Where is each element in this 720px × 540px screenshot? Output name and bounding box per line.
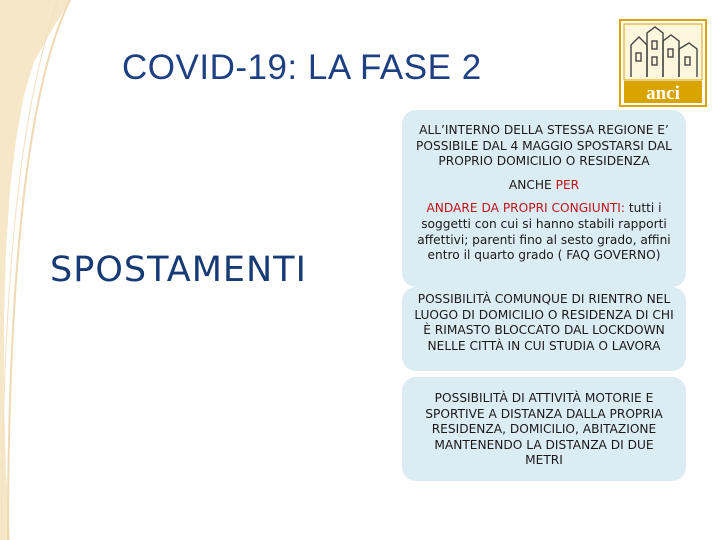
panel1-detail [414, 201, 674, 263]
anci-logo [619, 19, 707, 107]
panel1-anche-line [414, 178, 674, 194]
congiunti-detail: tutti i soggetti con cui si hanno stabili rapporti affettivi; parenti fino al sesto grado, affini entro il quarto grado ( FAQ GOVERNO) [417, 201, 671, 263]
side-label: SPOSTAMENTI [50, 250, 307, 290]
logo-text: anci [646, 83, 680, 104]
info-panel-rientro [402, 287, 686, 371]
andare-text: ANDARE DA PROPRI CONGIUNTI: [426, 201, 625, 216]
panel1-intro: ALL’INTERNO DELLA STESSA REGIONE E’ POSSIBILE DAL 4 MAGGIO SPOSTARSI DAL PROPRIO DOMICILIO O RESIDENZA [416, 123, 672, 169]
per-text: PER [555, 177, 580, 192]
info-panel-congiunti [402, 110, 686, 287]
panel3-text: POSSIBILITÀ DI ATTIVITÀ MOTORIE E SPORTIVE A DISTANZA DALLA PROPRIA RESIDENZA, DOMICILIO, ABITAZIONE MANTENENDO LA DISTANZA DI DUE METRI [425, 391, 663, 468]
anche-text: ANCHE [508, 177, 552, 192]
info-panel-attivita [402, 377, 686, 481]
slide-title: COVID-19: LA FASE 2 [122, 48, 482, 87]
panel2-text: POSSIBILITÀ COMUNQUE DI RIENTRO NEL LUOGO DI DOMICILIO O RESIDENZA DI CHI È RIMASTO BLOCCATO DAL LOCKDOWN NELLE CITTÀ IN CUI STUDIA O LAVORA [414, 292, 674, 353]
